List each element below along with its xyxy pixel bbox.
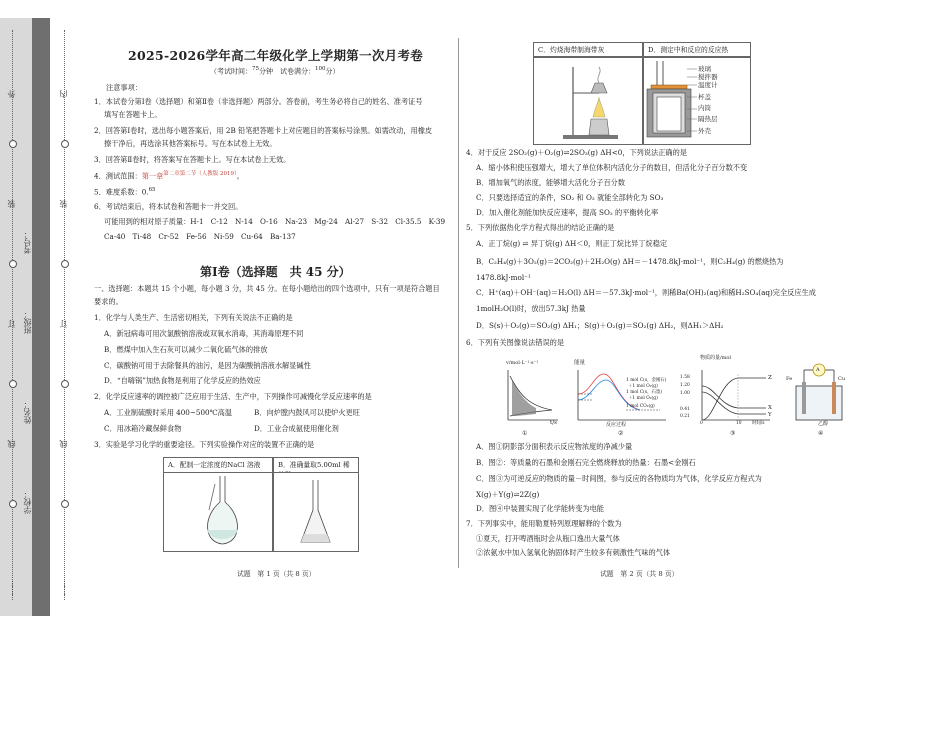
figure-2-legend-5: 1 mol CO₂(g) (626, 404, 655, 409)
atomic-masses-1: 可能用到的相对原子质量：H-1 C-12 N-14 O-16 Na-23 Mg-24 Al-27 S-32 Cl-35.5 K-39 (104, 217, 446, 226)
calorimeter-label-shell: 外壳 (698, 127, 711, 135)
q3-option-c-header: C．灼烧海带制海带灰 (533, 42, 643, 57)
figure-3-ylabel: 物质的量/mol (700, 355, 732, 361)
outer-seal-line (12, 30, 13, 600)
inner-seal-line (64, 30, 65, 600)
figure-2-legend-3: 1 mol C(s，石墨) (626, 390, 663, 395)
seal-circle (9, 380, 17, 388)
notes-heading: 注意事项： (106, 83, 142, 92)
figure-3-series-y: Y (768, 412, 772, 418)
figure-3-ytick: 1.20 (680, 383, 690, 388)
figure-2-ylabel: 能量 (574, 360, 586, 366)
figure-3-amount-time (694, 366, 772, 428)
binding-strip (32, 18, 50, 616)
question-7-item-2: ②浓氨水中加入氢氧化钠固体时产生较多有刺激性气味的气体 (476, 548, 671, 557)
seal-char: 线 (59, 440, 68, 448)
q3-option-b-header: B．准确量取5.00ml 稀 (273, 457, 359, 473)
question-6-stem: 6．下列有关图像说法错误的是 (466, 338, 565, 347)
question-5-option-b-cont: 1478.8kJ·mol⁻¹ (476, 273, 531, 282)
question-5-option-a: A．正丁烷(g) ⇌ 异丁烷(g) ΔH＜0，则正丁烷比异丁烷稳定 (476, 239, 668, 248)
seal-dots: …… (58, 580, 67, 596)
calorimeter-label-inner: 内筒 (698, 104, 711, 112)
seal-char: 装 (59, 200, 68, 208)
seal-circle (61, 140, 69, 148)
q3-option-a-header: A．配制一定浓度的NaCl 溶液 (163, 457, 273, 473)
note-1-cont: 填写在答题卡上。 (104, 110, 162, 119)
seal-char: 订 (59, 320, 68, 328)
note-1: 1．本试卷分第Ⅰ卷（选择题）和第Ⅱ卷（非选择题）两部分。答卷前，考生务必将自己的姓名、准考证号 (94, 97, 423, 106)
figure-4-galvanic-device (790, 356, 850, 428)
seal-char: 外 (7, 90, 16, 98)
exam-meta: （考试时间：$^{75}$分钟 试卷满分：$^{100}$分） (210, 66, 340, 76)
figure-4-caption: ④ (818, 430, 824, 437)
question-4-stem: 4．对于反应 2SO₂(g)＋O₂(g)⇌2SO₃(g) ΔH<0，下列说法正确的是 (466, 148, 687, 157)
class-label: 班级： (23, 310, 32, 334)
figure-3-xtick: 10 (736, 421, 742, 426)
seal-circle (61, 500, 69, 508)
question-1-option-c: C．碳酸钠可用于去除餐具的油污，是因为碳酸钠溶液水解显碱性 (104, 361, 311, 370)
section-intro-cont: 要求的。 (94, 297, 123, 306)
question-3-stem: 3．实验是学习化学的重要途径。下列实验操作对应的装置不正确的是 (94, 440, 315, 449)
seal-circle (9, 140, 17, 148)
column-divider (458, 38, 459, 568)
seal-circle (9, 260, 17, 268)
note-2: 2．回答第Ⅰ卷时，选出每小题答案后，用 2B 铅笔把答题卡上对应题目的答案标号涂黑。如需改动，用橡皮 (94, 126, 433, 135)
seal-char: 订 (7, 320, 16, 328)
calorimeter-label-insulation: 隔热层 (698, 115, 718, 123)
page-footer-left: 试题 第 1 页（共 8 页） (237, 570, 316, 578)
question-2-option-d: D．工业合成氨使用催化剂 (254, 424, 339, 433)
crucible-burner-illustration (533, 57, 643, 145)
question-1-option-d: D．“自嗨锅”加热食物是利用了化学反应的热效应 (104, 376, 261, 385)
question-4-option-c: C．只要选择适宜的条件，SO₂ 和 O₂ 就能全部转化为 SO₃ (476, 193, 664, 202)
question-2-stem: 2．化学反应速率的调控被广泛应用于生活、生产中，下列操作可减慢化学反应速率的是 (94, 392, 372, 401)
calorimeter-label-thermometer: 温度计 (698, 81, 718, 89)
exam-no-label: 考号： (23, 230, 32, 254)
seal-circle (61, 260, 69, 268)
note-2-cont: 擦干净后，再选涂其他答案标号。写在本试卷上无效。 (104, 139, 277, 148)
figure-1-rate-time (500, 366, 560, 428)
question-2-option-b: B．向炉膛内鼓风可以使炉火更旺 (254, 408, 360, 417)
school-label: 学校： (23, 490, 32, 514)
figure-2-caption: ② (618, 430, 624, 437)
question-2-option-a: A．工业制硫酸时采用 400~500℃高温 (104, 408, 233, 417)
figure-2-legend-4: ＋1 mol O₂(g) (628, 396, 658, 401)
note-3: 3．回答第Ⅱ卷时，将答案写在答题卡上。写在本试卷上无效。 (94, 155, 291, 164)
question-5-option-d: D．S(s)＋O₂(g)＝SO₂(g) ΔH₁；S(g)＋O₂(g)＝SO₂(g) ΔH₂，则ΔH₁＞ΔH₂ (476, 321, 724, 330)
seal-char: 内 (59, 90, 68, 98)
question-4-option-d: D．加入催化剂能加快反应速率，提高 SO₂ 的平衡转化率 (476, 208, 659, 217)
name-label: 姓名： (23, 400, 32, 424)
question-1-option-b: B．燃煤中加入生石灰可以减少二氧化硫气体的排放 (104, 345, 268, 354)
question-1-option-a: A．新冠病毒可用次氯酸钠溶液或双氧水消毒，其消毒原理不同 (104, 329, 304, 338)
page-footer-right: 试题 第 2 页（共 8 页） (600, 570, 679, 578)
seal-circle (61, 380, 69, 388)
figure-3-ytick: 1.58 (680, 375, 690, 380)
figure-4-solution: 乙醇 (818, 421, 829, 427)
calorimeter-label-stirrer: 搅拌器 (698, 73, 718, 81)
seal-circle (9, 500, 17, 508)
q3-option-d-header: D．测定中和反应的反应热 (643, 42, 751, 57)
conical-flask-illustration (273, 472, 359, 552)
figure-3-caption: ③ (730, 430, 736, 437)
question-2-option-c: C．用冰箱冷藏保鲜食物 (104, 424, 182, 433)
calorimeter-label-glass: 玻璃 (698, 65, 711, 73)
figure-3-xlabel: 时间/s (752, 421, 765, 426)
question-6-option-d: D．图④中装置实现了化学能转变为电能 (476, 504, 604, 513)
question-4-option-b: B．增加氧气的浓度，能够增大活化分子百分数 (476, 178, 626, 187)
calorimeter-illustration (643, 57, 751, 145)
question-7-item-1: ①夏天，打开啤酒瓶时会从瓶口逸出大量气体 (476, 534, 620, 543)
question-6-option-c-equation: X(g)＋Y(g)⇌2Z(g) (476, 490, 540, 499)
question-6-option-a: A．图①阴影部分面积表示反应物浓度的净减少量 (476, 442, 633, 451)
figure-3-ytick: 1.00 (680, 391, 690, 396)
figure-1-caption: ① (522, 430, 528, 437)
atomic-masses-2: Ca-40 Ti-48 Cr-52 Fe-56 Ni-59 Cu-64 Ba-137 (104, 232, 296, 241)
note-4: 4．测试范围：第一章$^{第二章第二节(人教版 2019)}$。 (94, 171, 244, 181)
figure-2-legend-2: ＋1 mol O₂(g) (628, 384, 658, 389)
seal-dots: …… (6, 580, 15, 596)
seal-char: 线 (7, 440, 16, 448)
figure-3-ytick: 0.41 (680, 407, 690, 412)
figure-1-ylabel: v/mol·L⁻¹·s⁻¹ (506, 360, 539, 366)
figure-1-xlabel: t/s (550, 420, 557, 426)
note-5: 5．难度系数：0.65 (94, 187, 156, 197)
question-5-stem: 5．下列依据热化学方程式得出的结论正确的是 (466, 223, 615, 232)
figure-3-series-z: Z (768, 375, 772, 381)
question-6-option-c: C．图③为可逆反应的物质的量－时间图，参与反应的各物质均为气体，化学反应方程式为 (476, 474, 762, 483)
section-title: 第Ⅰ卷（选择题 共 45 分） (200, 265, 351, 279)
question-5-option-b: B．C₂H₄(g)＋3O₂(g)＝2CO₂(g)＋2H₂O(g) ΔH＝－1478.8kJ·mol⁻¹，则C₂H₄(g) 的燃烧热为 (476, 257, 784, 266)
question-5-option-c-cont: 1molH₂O(l)时，放出57.3kJ 热量 (476, 304, 586, 313)
figure-2-legend-1: 1 mol C(s，金刚石) (626, 378, 667, 383)
note-6: 6．考试结束后，将本试卷和答题卡一并交回。 (94, 202, 243, 211)
figure-4-electrode-cu: Cu (838, 376, 846, 382)
figure-2-xlabel: 反应过程 (606, 422, 627, 428)
question-7-stem: 7．下列事实中，能用勒夏特列原理解释的个数为 (466, 519, 622, 528)
section-intro: 一、选择题：本题共 15 个小题，每小题 3 分，共 45 分。在每小题给出的四个选项中，只有一项是符合题目 (94, 284, 440, 293)
figure-3-ytick: 0.21 (680, 414, 690, 419)
figure-4-ammeter: A (816, 367, 820, 373)
figure-3-xtick: 0 (700, 421, 703, 426)
volumetric-flask-illustration (163, 472, 273, 552)
figure-3-series-x: X (768, 405, 772, 411)
question-1-stem: 1．化学与人类生产、生活密切相关，下列有关说法不正确的是 (94, 313, 293, 322)
calorimeter-label-lid: 杯盖 (698, 93, 711, 101)
question-5-option-c: C．H⁺(aq)＋OH⁻(aq)＝H₂O(l) ΔH＝－57.3kJ·mol⁻¹，则稀Ba(OH)₂(aq)和稀H₂SO₄(aq)完全反应生成 (476, 288, 816, 297)
question-6-option-b: B．图②：等质量的石墨和金刚石完全燃烧释放的热量：石墨<金刚石 (476, 458, 696, 467)
figure-4-electrode-fe: Fe (786, 376, 793, 382)
seal-char: 装 (7, 200, 16, 208)
question-4-option-a: A．缩小体积使压强增大，增大了单位体积内活化分子的数目，但活化分子百分数不变 (476, 163, 748, 172)
exam-title: 2025-2026学年高二年级化学上学期第一次月考卷 (128, 48, 424, 63)
